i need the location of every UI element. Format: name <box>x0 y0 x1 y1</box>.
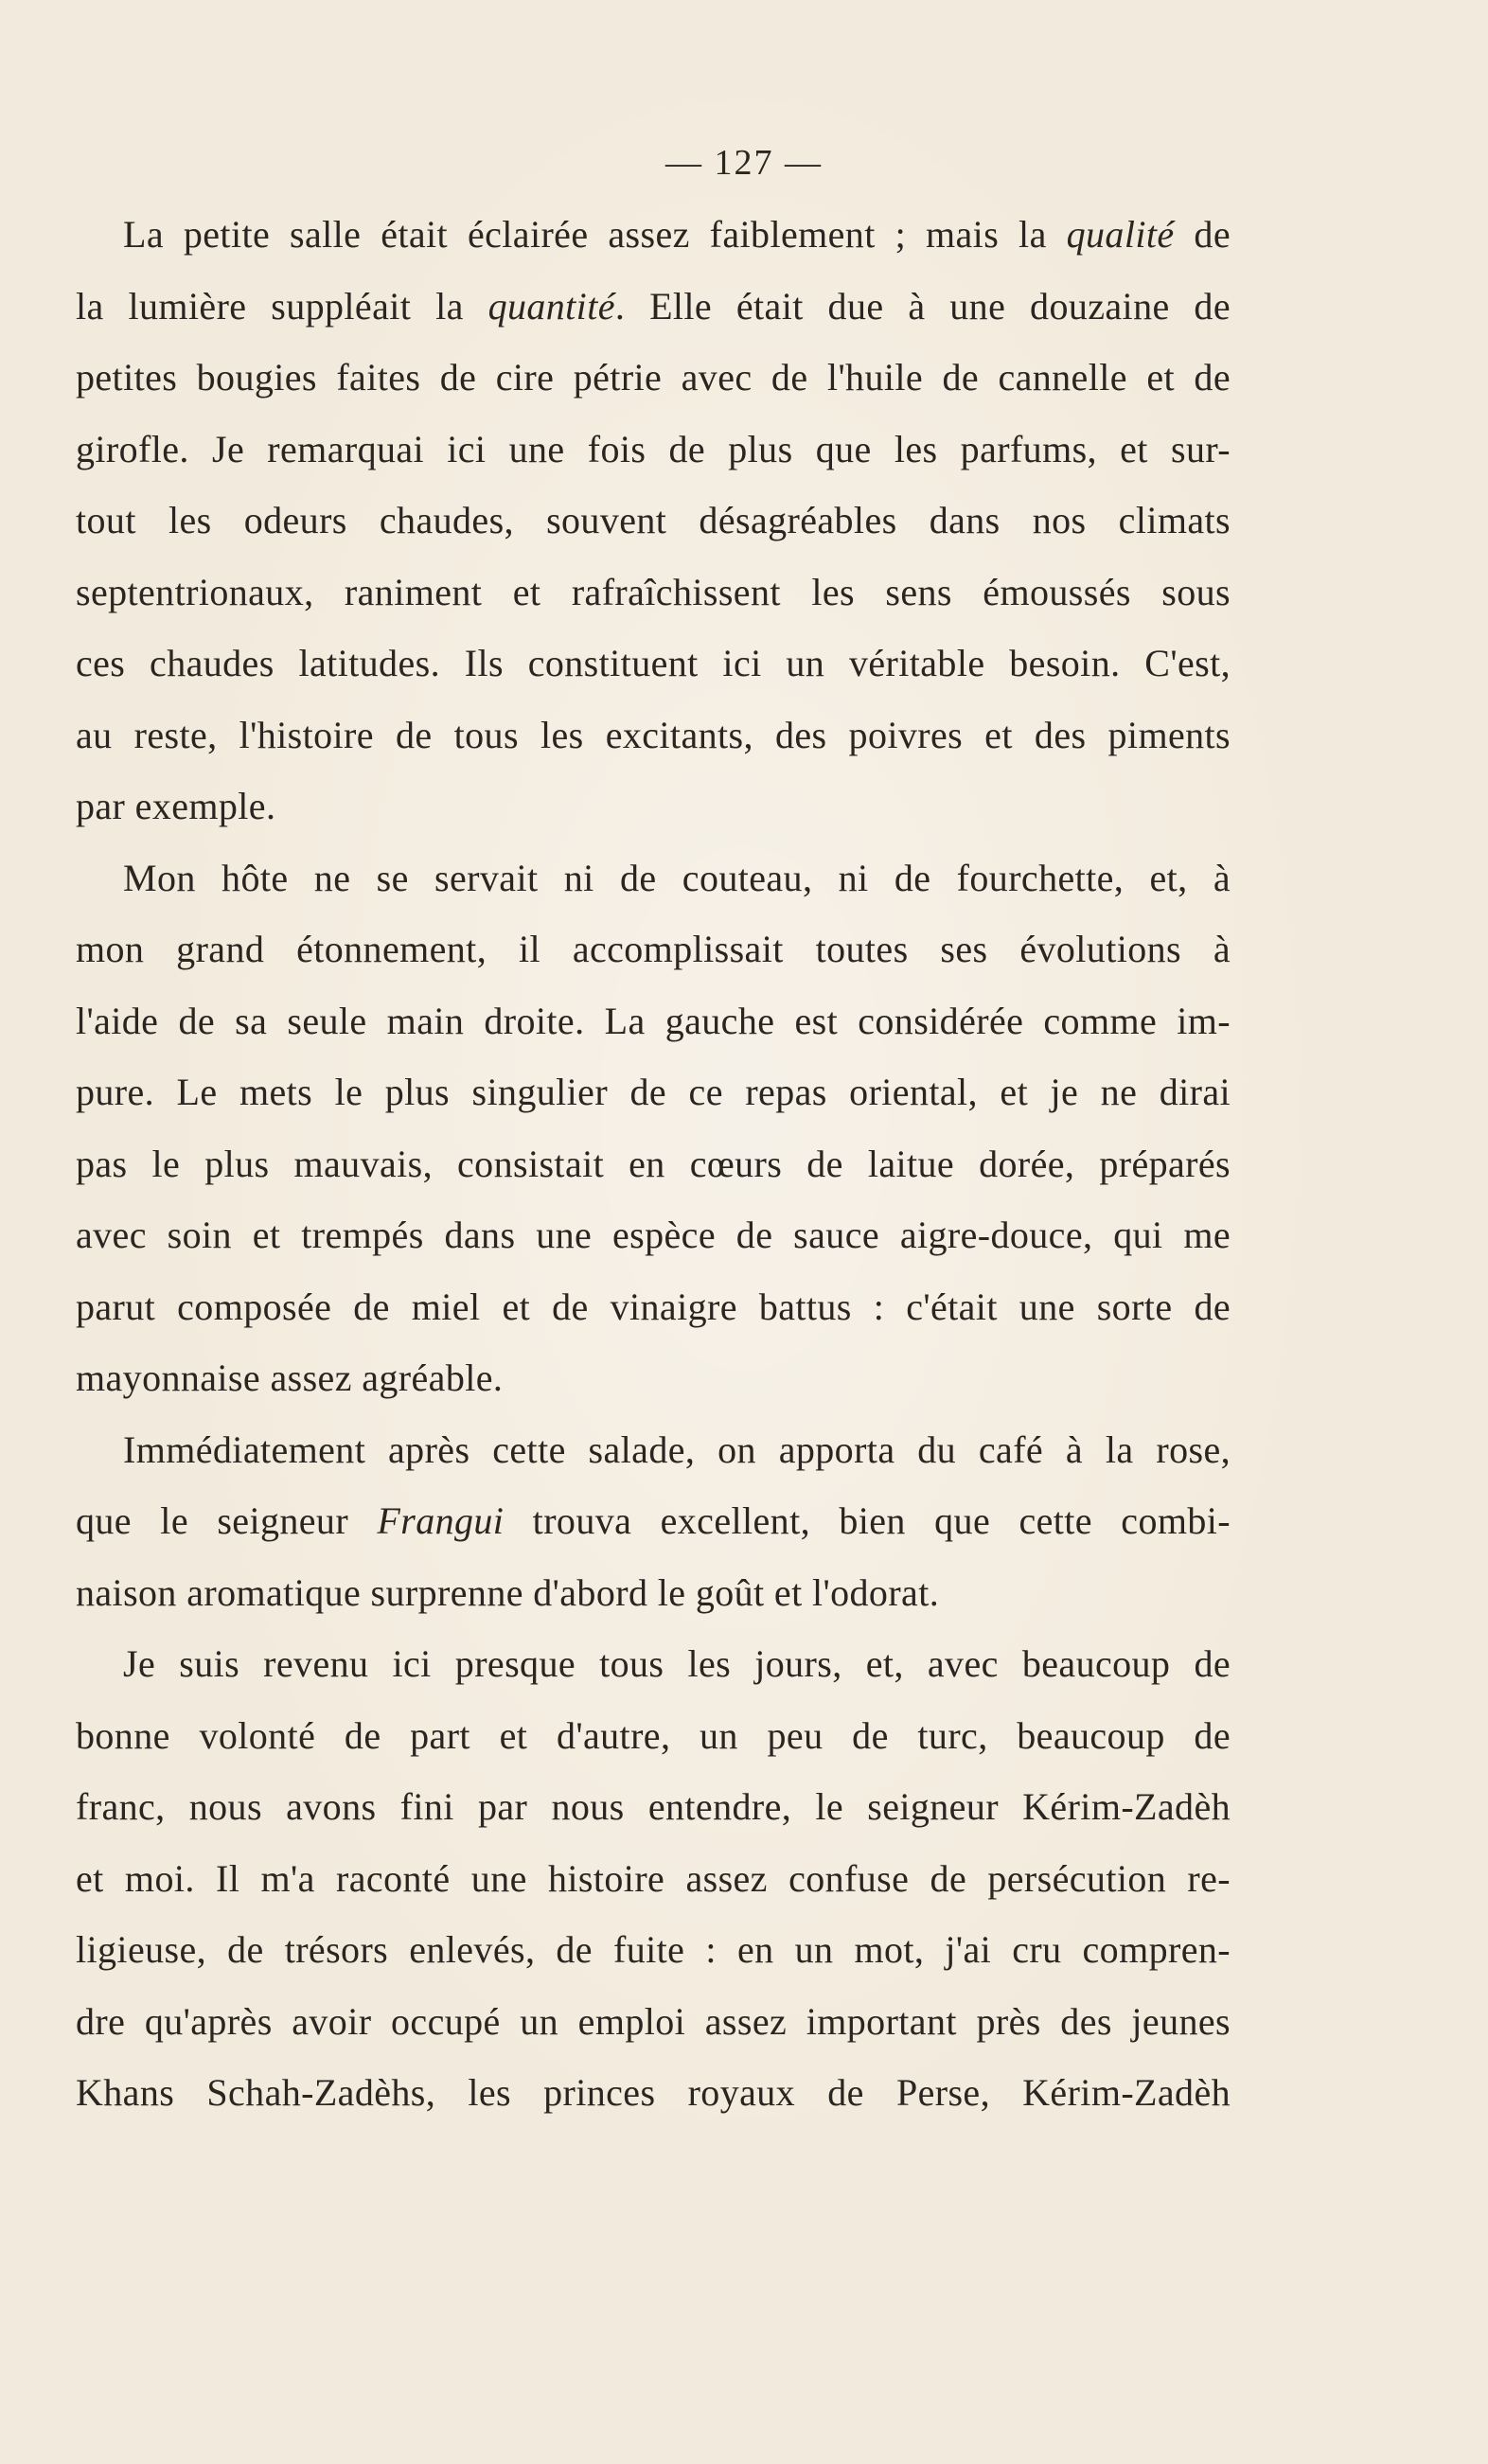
text-line <box>76 1628 1231 1700</box>
text-run: l'aide de sa seule main droite. La gauche est considérée comme im- <box>76 999 1231 1042</box>
text-run: franc, nous avons fini par nous entendre, le seigneur Kérim-Zadèh <box>76 1785 1231 1828</box>
text-run: . Elle était due à une douzaine de <box>614 284 1231 328</box>
text-line <box>76 1700 1231 1772</box>
text-run: septentrionaux, raniment et rafraîchissent les sens émoussés sous <box>76 570 1231 613</box>
text-line <box>76 1986 1231 2058</box>
text-run: Immédiatement après cette salade, on apporta du café à la rose, <box>123 1427 1231 1471</box>
text-line <box>76 1199 1231 1271</box>
text-line <box>76 414 1231 486</box>
text-line <box>76 2057 1231 2129</box>
text-line <box>76 1414 1231 1486</box>
italic-word: Frangui <box>377 1499 505 1542</box>
text-run: girofle. Je remarquai ici une fois de plus que les parfums, et sur- <box>76 427 1231 470</box>
text-run: Mon hôte ne se servait ni de couteau, ni de fourchette, et, à <box>123 856 1231 899</box>
text-run: naison aromatique surprenne d'abord le goût et l'odorat. <box>76 1570 940 1614</box>
text-run: La petite salle était éclairée assez faiblement ; mais la <box>123 213 1067 256</box>
text-run: avec soin et trempés dans une espèce de sauce aigre-douce, qui me <box>76 1214 1231 1256</box>
text-line <box>76 842 1231 914</box>
text-run: mon grand étonnement, il accomplissait toutes ses évolutions à <box>76 928 1231 970</box>
italic-word: quantité <box>487 284 615 328</box>
body-text <box>76 199 1231 2129</box>
text-line <box>76 700 1231 771</box>
text-line <box>76 1342 1231 1414</box>
text-run: la lumière suppléait la <box>76 284 488 328</box>
text-run: ligieuse, de trésors enlevés, de fuite : en un mot, j'ai cru compren- <box>76 1928 1231 1971</box>
italic-word: qualité <box>1066 213 1175 256</box>
text-line <box>76 485 1231 557</box>
text-line <box>76 1557 1231 1629</box>
text-line <box>76 771 1231 842</box>
text-run: de <box>1174 213 1231 256</box>
text-run: au reste, l'histoire de tous les excitants, des poivres et des piments <box>76 713 1231 756</box>
text-run: ces chaudes latitudes. Ils constituent ici un véritable besoin. C'est, <box>76 642 1231 684</box>
text-line <box>76 1914 1231 1986</box>
text-line <box>76 557 1231 629</box>
text-line <box>76 985 1231 1057</box>
text-line <box>76 271 1231 343</box>
text-line <box>76 628 1231 700</box>
text-run: tout les odeurs chaudes, souvent désagréables dans nos climats <box>76 499 1231 541</box>
text-run: mayonnaise assez agréable. <box>76 1356 504 1399</box>
text-run: petites bougies faites de cire pétrie avec de l'huile de cannelle et de <box>76 356 1231 399</box>
text-line <box>76 913 1231 985</box>
text-run: Je suis revenu ici presque tous les jours, et, avec beaucoup de <box>123 1642 1231 1685</box>
text-run: dre qu'après avoir occupé un emploi assez important près des jeunes <box>76 1999 1231 2043</box>
text-run: bonne volonté de part et d'autre, un peu de turc, beaucoup de <box>76 1713 1231 1757</box>
text-line <box>76 1843 1231 1915</box>
text-run: trouva excellent, bien que cette combi- <box>504 1499 1231 1542</box>
text-run: et moi. Il m'a raconté une histoire assez confuse de persécution re- <box>76 1856 1231 1900</box>
text-run: pure. Le mets le plus singulier de ce repas oriental, et je ne dirai <box>76 1071 1231 1113</box>
text-run: que le seigneur <box>76 1499 378 1542</box>
text-run: Khans Schah-Zadèhs, les princes royaux de Perse, Kérim-Zadèh <box>76 2071 1231 2114</box>
text-line <box>76 1771 1231 1843</box>
text-run: pas le plus mauvais, consistait en cœurs de laitue dorée, préparés <box>76 1142 1231 1185</box>
text-line <box>76 1056 1231 1128</box>
text-line <box>76 199 1231 271</box>
text-line <box>76 1485 1231 1557</box>
text-line <box>76 342 1231 414</box>
page-number: — 127 — <box>665 143 823 183</box>
text-run: parut composée de miel et de vinaigre battus : c'était une sorte de <box>76 1285 1231 1328</box>
text-line <box>76 1271 1231 1343</box>
text-line <box>76 1128 1231 1200</box>
text-run: par exemple. <box>76 785 276 827</box>
